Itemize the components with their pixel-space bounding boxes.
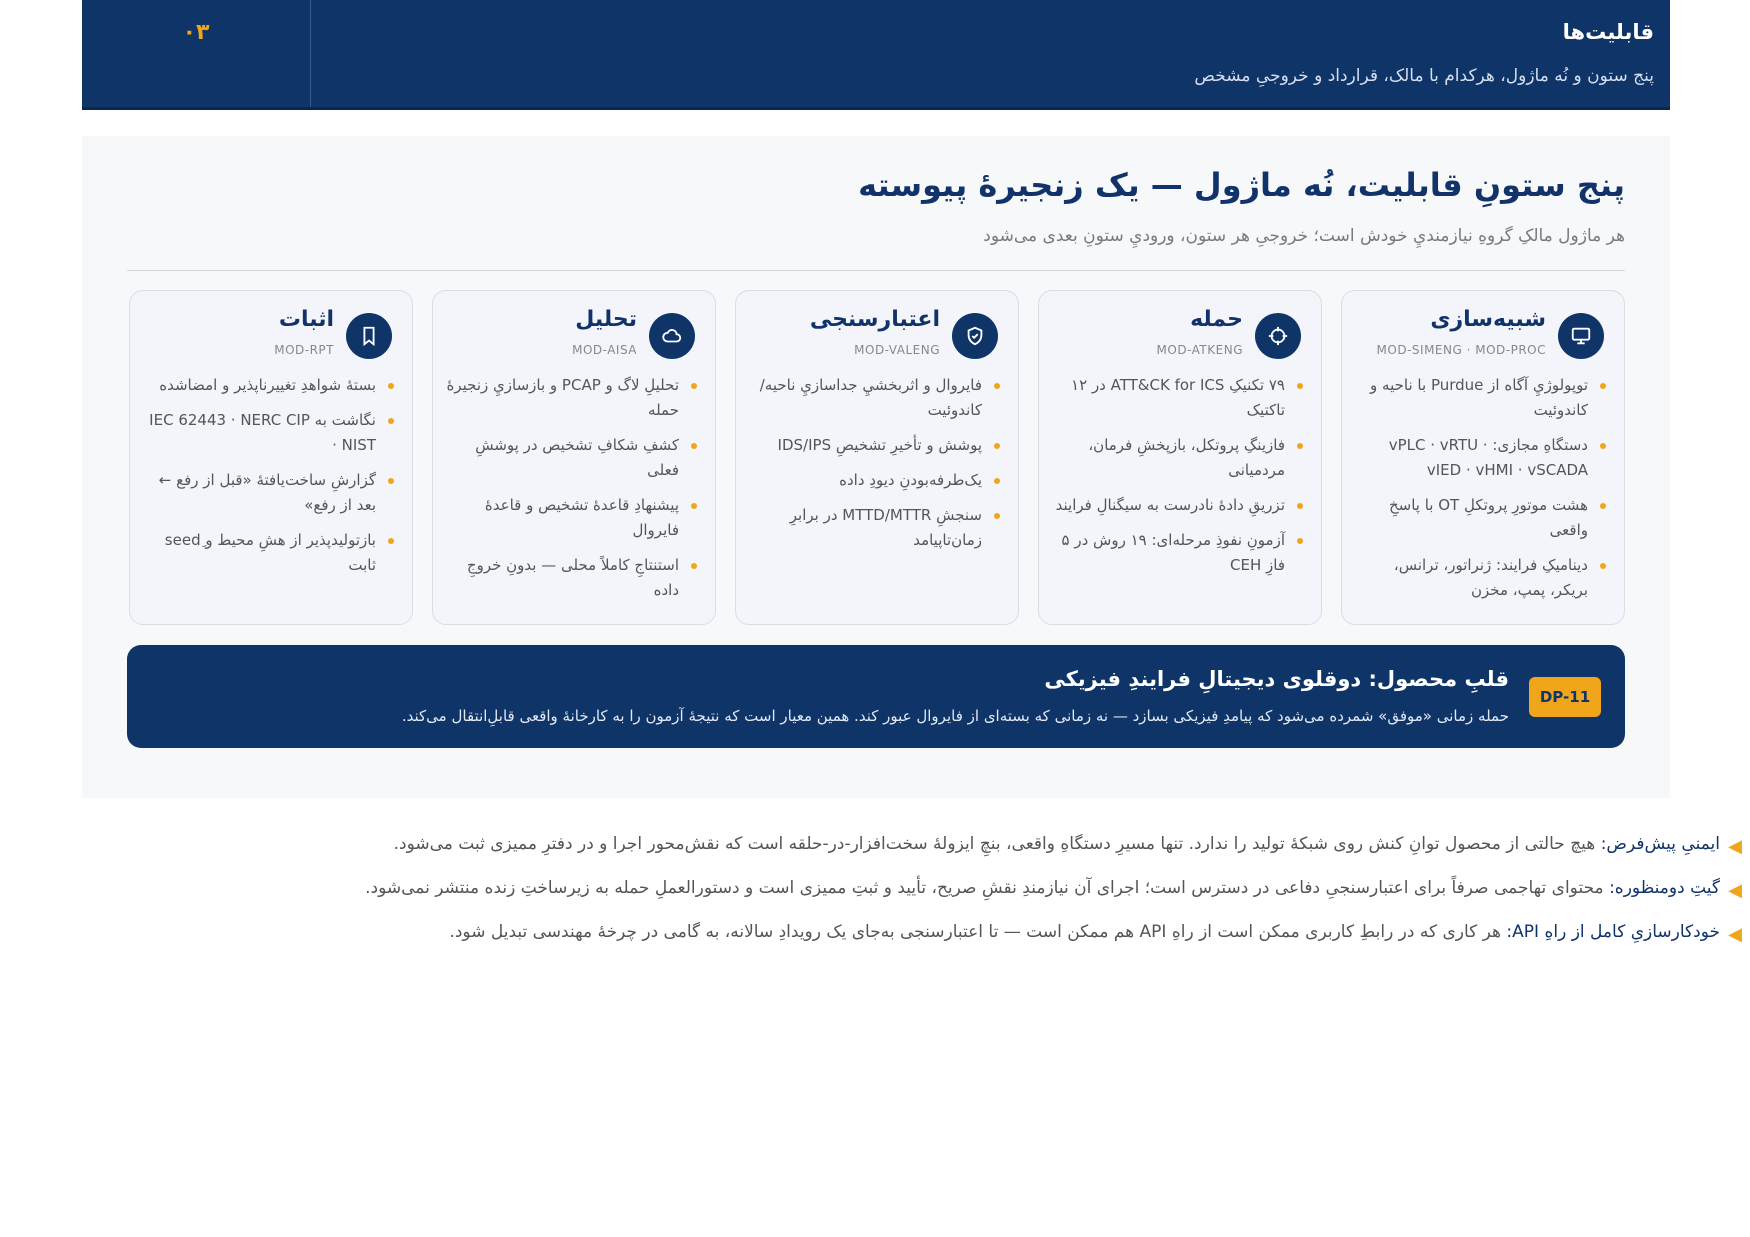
card-title: حمله bbox=[1190, 307, 1243, 332]
card-list bbox=[445, 373, 699, 613]
card-module-code: MOD-ATKENG bbox=[1156, 343, 1243, 357]
page-header bbox=[82, 0, 1670, 110]
list-item: تحلیلِ لاگ و PCAP و بازسازيِ زنجیرهٔ حمله bbox=[445, 373, 699, 423]
list-item: توپولوژيِ آگاه از Purdue با ناحیه و کاندوئیت bbox=[1354, 373, 1608, 423]
cloud-icon bbox=[649, 313, 695, 359]
list-item: بازتولیدپذیر از هشِ محیط و seedِ ثابت bbox=[142, 528, 396, 578]
core-title: قلبِ محصول: دوقلوی دیجیتالِ فرایندِ فیزیکی bbox=[1044, 667, 1509, 691]
list-item: دینامیکِ فرایند: ژنراتور، ترانس، بریکر، پمپ، مخزن bbox=[1354, 553, 1608, 603]
card-module-code: MOD-AISA bbox=[572, 343, 637, 357]
list-item: آزمونِ نفوذِ مرحله‌ای: ۱۹ روش در ۵ فازِ CEH bbox=[1051, 528, 1305, 578]
card-module-code: MOD-RPT bbox=[274, 343, 334, 357]
note-item bbox=[342, 922, 1742, 966]
capabilities-panel bbox=[82, 136, 1670, 798]
pillar-cards bbox=[127, 290, 1625, 625]
list-item: استنتاجِ کاملاً محلی — بدونِ خروجِ داده bbox=[445, 553, 699, 603]
list-item: نگاشت به IEC 62443 · NERC CIP · NIST bbox=[142, 408, 396, 458]
core-text: حمله زمانی «موفق» شمرده می‌شود که پیامدِ فیزیکی بسازد — نه زمانی که بسته‌ای از فایروال عبور کند. همین معیار است که نتیجهٔ آزمون را به کارخانهٔ واقعی قابلِ‌انتقال می‌کند. bbox=[401, 707, 1509, 725]
core-banner bbox=[127, 645, 1625, 748]
card-validation bbox=[735, 290, 1019, 625]
list-item: سنجشِ MTTD/MTTR در برابرِ زمان‌تاپیامد bbox=[748, 503, 1002, 553]
note-text: هیچ حالتی از محصول توانِ کنش روی شبکهٔ تولید را ندارد. تنها مسیرِ دستگاهِ واقعی، بنچِ ایزولهٔ سخت‌افزار-در-حلقه است که نقش‌محور اجرا و در دفترِ ممیزی ثبت می‌شود. bbox=[393, 834, 1601, 854]
list-item: بستهٔ شواهدِ تغییرناپذیر و امضاشده bbox=[142, 373, 396, 398]
shield-icon bbox=[952, 313, 998, 359]
list-item: ۷۹ تکنیکِ ATT&CK for ICS در ۱۲ تاکتیک bbox=[1051, 373, 1305, 423]
divider bbox=[127, 270, 1625, 271]
card-list bbox=[1354, 373, 1608, 613]
list-item: فایروال و اثربخشيِ جداسازيِ ناحیه/کاندوئیت bbox=[748, 373, 1002, 423]
list-item: دستگاهِ مجازی: vPLC · vRTU · vIED · vHMI · vSCADA bbox=[1354, 433, 1608, 483]
header-subtitle: پنج ستون و نُه ماژول، هرکدام با مالک، قرارداد و خروجیِ مشخص bbox=[1194, 66, 1654, 86]
card-title: شبیه‌سازی bbox=[1430, 307, 1546, 332]
list-item: فازینگِ پروتکل، بازپخشِ فرمان، مردمیانی bbox=[1051, 433, 1305, 483]
dp-badge: DP-11 bbox=[1529, 677, 1601, 717]
arrow-icon: ◀ bbox=[1728, 836, 1742, 857]
arrow-icon: ◀ bbox=[1728, 880, 1742, 901]
card-analysis bbox=[432, 290, 716, 625]
card-title: اثبات bbox=[278, 307, 334, 332]
note-key: گیتِ دومنظوره: bbox=[1609, 878, 1720, 898]
card-title: اعتبارسنجی bbox=[809, 307, 940, 332]
note-item bbox=[342, 878, 1742, 922]
list-item: گزارشِ ساخت‌یافتهٔ «قبل از رفع ← بعد از رفع» bbox=[142, 468, 396, 518]
note-item bbox=[342, 834, 1742, 878]
card-list bbox=[142, 373, 396, 588]
arrow-icon: ◀ bbox=[1728, 924, 1742, 945]
card-attack bbox=[1038, 290, 1322, 625]
card-module-code: MOD-VALENG bbox=[854, 343, 940, 357]
list-item: پیشنهادِ قاعدهٔ تشخیص و قاعدهٔ فایروال bbox=[445, 493, 699, 543]
notes-list bbox=[342, 834, 1742, 966]
bookmark-icon bbox=[346, 313, 392, 359]
note-key: ایمنیِ پیش‌فرض: bbox=[1600, 834, 1720, 854]
list-item: پوشش و تأخیرِ تشخیصِ IDS/IPS bbox=[748, 433, 1002, 458]
crosshair-icon bbox=[1255, 313, 1301, 359]
list-item: کشفِ شکافِ تشخیص در پوششِ فعلی bbox=[445, 433, 699, 483]
monitor-icon bbox=[1558, 313, 1604, 359]
section-subtitle: هر ماژول مالکِ گروهِ نیازمنديِ خودش است؛ خروجیِ هر ستون، وروديِ ستونِ بعدی می‌شود bbox=[983, 226, 1625, 246]
header-title: قابلیت‌ها bbox=[1562, 20, 1654, 44]
card-list bbox=[748, 373, 1002, 563]
list-item: هشت موتورِ پروتکلِ OT با پاسخِ واقعی bbox=[1354, 493, 1608, 543]
section-title: پنج ستونِ قابلیت، نُه ماژول — یک زنجیرهٔ پیوسته bbox=[858, 166, 1625, 204]
card-proof bbox=[129, 290, 413, 625]
list-item: یک‌طرفه‌بودنِ دیودِ داده bbox=[748, 468, 1002, 493]
page-number: ۰۳ bbox=[82, 0, 311, 107]
note-text: محتوای تهاجمی صرفاً برای اعتبارسنجیِ دفاعی در دسترس است؛ اجرای آن نیازمندِ نقشِ صریح، تأیید و ثبتِ ممیزی است و دستورالعملِ حمله به زیرساختِ زنده منتشر نمی‌شود. bbox=[365, 878, 1610, 898]
card-list bbox=[1051, 373, 1305, 588]
note-key: خودکارسازیِ کامل از راهِ API: bbox=[1506, 922, 1720, 942]
note-text: هر کاری که در رابطِ کاربری ممکن است از راهِ API هم ممکن است — تا اعتبارسنجی به‌جای یک رویدادِ سالانه، به گامی در چرخهٔ مهندسی تبدیل شود. bbox=[449, 922, 1507, 942]
card-simulation bbox=[1341, 290, 1625, 625]
list-item: تزریقِ دادهٔ نادرست به سیگنالِ فرایند bbox=[1051, 493, 1305, 518]
card-module-code: MOD-SIMENG · MOD-PROC bbox=[1376, 343, 1546, 357]
card-title: تحلیل bbox=[575, 307, 637, 332]
